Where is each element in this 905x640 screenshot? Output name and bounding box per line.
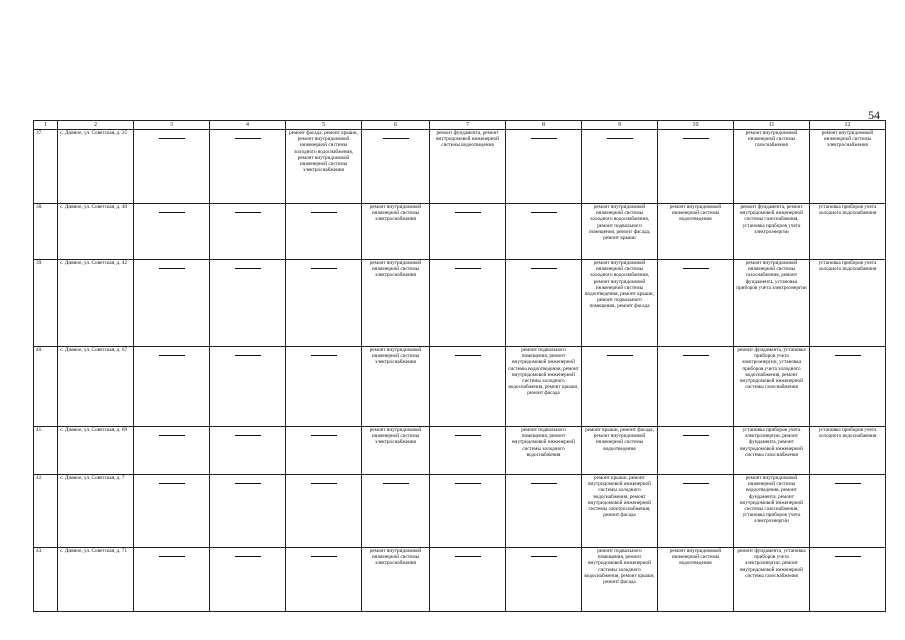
empty-dash-cell [134,475,210,548]
column-header: 9 [582,121,658,130]
repair-schedule-table [33,120,886,612]
empty-dash-cell [430,548,506,612]
empty-dash-cell [286,204,362,260]
dash-mark [159,355,185,356]
dash-mark [235,435,261,436]
empty-dash-cell [210,347,286,427]
empty-dash-cell [210,260,286,347]
row-number: 39. [34,260,58,347]
address-cell: с. Дивное, ул. Советская, д. 40 [58,204,134,260]
work-type-cell: ремонт фундамента, ремонт внутридомовой инженерной системы водоотведения [430,130,506,204]
empty-dash-cell [210,204,286,260]
empty-dash-cell [134,548,210,612]
work-type-cell: ремонт внутридомовой инженерной системы электроснабжения [362,204,430,260]
column-header: 5 [286,121,362,130]
empty-dash-cell [362,475,430,548]
dash-mark [683,483,709,484]
dash-mark [455,268,481,269]
dash-mark [531,483,557,484]
dash-mark [683,268,709,269]
column-header: 10 [658,121,734,130]
empty-dash-cell [582,347,658,427]
address-cell: с. Дивное, ул. Советская, д. 67 [58,347,134,427]
dash-mark [835,355,861,356]
work-type-cell: установка приборов учета холодного водоснабжения [810,260,886,347]
work-type-cell: ремонт подвального помещения, ремонт внутридомовой инженерной системы холодного водоснабжения [506,427,582,475]
empty-dash-cell [506,475,582,548]
dash-mark [235,556,261,557]
work-type-cell: ремонт крыши, ремонт фасада, ремонт внутридомовой инженерной системы водоотведения [582,427,658,475]
work-type-cell: ремонт внутридомовой инженерной системы холодного водоснабжения, ремонт подвального помещения, ремонт фасада, ремонт крыши [582,204,658,260]
work-type-cell: ремонт фундамента, установка приборов учета электроэнергии, ремонт внутридомовой инженерной системы газоснабжения [734,548,810,612]
empty-dash-cell [134,427,210,475]
empty-dash-cell [506,204,582,260]
empty-dash-cell [430,427,506,475]
work-type-cell: ремонт внутридомовой инженерной системы газоснабжения [734,130,810,204]
dash-mark [159,556,185,557]
empty-dash-cell [134,347,210,427]
empty-dash-cell [210,548,286,612]
dash-mark [455,556,481,557]
work-type-cell: ремонт внутридомовой инженерной системы газоснабжения, ремонт фундамента, установка приборов учета электроэнергии [734,260,810,347]
dash-mark [311,483,337,484]
dash-mark [835,483,861,484]
dash-mark [235,355,261,356]
dash-mark [607,355,633,356]
work-type-cell: ремонт внутридомовой инженерной системы холодного водоснабжения, ремонт внутридомовой инженерной системы водоотведения, ремонт крыши, ремонт подвального помещения, ремонт фасада [582,260,658,347]
dash-mark [159,138,185,139]
dash-mark [159,268,185,269]
dash-mark [311,355,337,356]
column-header: 3 [134,121,210,130]
empty-dash-cell [210,475,286,548]
empty-dash-cell [134,260,210,347]
empty-dash-cell [506,260,582,347]
column-header: 8 [506,121,582,130]
work-type-cell: ремонт внутридомовой инженерной системы водоотведения, ремонт фундамента, ремонт внутридомовой инженерной системы газоснабжения, установка приборов учета электроэнергии [734,475,810,548]
dash-mark [159,435,185,436]
empty-dash-cell [658,347,734,427]
work-type-cell: ремонт фундамента, ремонт внутридомовой инженерной системы газоснабжения, установка приборов учета электроэнергии [734,204,810,260]
table-row [34,347,886,427]
empty-dash-cell [810,347,886,427]
row-number: 43. [34,548,58,612]
dash-mark [383,138,409,139]
empty-dash-cell [134,130,210,204]
table-row [34,475,886,548]
dash-mark [683,138,709,139]
row-number: 38. [34,204,58,260]
empty-dash-cell [658,427,734,475]
dash-mark [311,435,337,436]
work-type-cell: ремонт внутридомовой инженерной системы электроснабжения [362,347,430,427]
work-type-cell: ремонт внутридомовой инженерной системы электроснабжения [810,130,886,204]
work-type-cell: ремонт подвального помещения, ремонт внутридомовой инженерной системы водоотведения, ремонт внутридомовой инженерной системы холодного водоснабжения, ремонт крыши, ремонт фасада [506,347,582,427]
dash-mark [159,483,185,484]
row-number: 42. [34,475,58,548]
row-number: 41. [34,427,58,475]
dash-mark [607,138,633,139]
table-row [34,204,886,260]
column-header: 1 [34,121,58,130]
empty-dash-cell [430,475,506,548]
empty-dash-cell [658,475,734,548]
empty-dash-cell [286,475,362,548]
empty-dash-cell [658,260,734,347]
dash-mark [455,355,481,356]
dash-mark [235,138,261,139]
dash-mark [311,556,337,557]
empty-dash-cell [430,347,506,427]
column-header: 2 [58,121,134,130]
dash-mark [455,212,481,213]
address-cell: с. Дивное, ул. Советская, д. 42 [58,260,134,347]
empty-dash-cell [810,548,886,612]
dash-mark [531,556,557,557]
empty-dash-cell [210,130,286,204]
table-row [34,427,886,475]
empty-dash-cell [362,130,430,204]
work-type-cell: ремонт внутридомовой инженерной системы водоотведения [658,204,734,260]
address-cell: с. Дивное, ул. Советская, д. 71 [58,548,134,612]
dash-mark [235,483,261,484]
address-cell: с. Дивное, ул. Советская, д. 7 [58,475,134,548]
work-type-cell: установка приборов учета холодного водоснабжения [810,427,886,475]
page-number: 54 [868,108,880,122]
column-header-row [34,121,886,130]
dash-mark [455,435,481,436]
empty-dash-cell [430,260,506,347]
work-type-cell: ремонт подвального помещения, ремонт внутридомовой инженерной системы холодного водоснабжения, ремонт крыши, ремонт фасада [582,548,658,612]
dash-mark [311,268,337,269]
table-row [34,260,886,347]
work-type-cell: ремонт внутридомовой инженерной системы водоотведения [658,548,734,612]
empty-dash-cell [286,427,362,475]
address-cell: с. Дивное, ул. Советская, д. 69 [58,427,134,475]
dash-mark [455,483,481,484]
empty-dash-cell [134,204,210,260]
work-type-cell: ремонт внутридомовой инженерной системы электроснабжения [362,260,430,347]
row-number: 37. [34,130,58,204]
address-cell: с. Дивное, ул. Советская, д. 25 [58,130,134,204]
work-type-cell: ремонт внутридомовой инженерной системы электроснабжения [362,427,430,475]
work-type-cell: ремонт внутридомовой инженерной системы электроснабжения [362,548,430,612]
column-header: 6 [362,121,430,130]
row-number: 40. [34,347,58,427]
empty-dash-cell [286,260,362,347]
column-header: 11 [734,121,810,130]
column-header: 4 [210,121,286,130]
dash-mark [235,212,261,213]
empty-dash-cell [286,548,362,612]
dash-mark [835,556,861,557]
dash-mark [683,355,709,356]
work-type-cell: ремонт фасада, ремонт крыши, ремонт внутридомовой инженерной системы холодного водоснабжения, ремонт внутридомовой инженерной системы электроснабжения [286,130,362,204]
column-header: 12 [810,121,886,130]
empty-dash-cell [506,130,582,204]
table-row [34,548,886,612]
work-type-cell: ремонт фундамента, установка приборов учета электроэнергии, установка приборов учета холодного водоснабжения, ремонт внутридомовой инженерной системы газоснабжения [734,347,810,427]
empty-dash-cell [506,548,582,612]
table-body [34,121,886,612]
dash-mark [235,268,261,269]
dash-mark [531,212,557,213]
work-type-cell: установка приборов учета электроэнергии, ремонт фундамента, ремонт внутридомовой инженерной системы газоснабжения [734,427,810,475]
empty-dash-cell [658,130,734,204]
empty-dash-cell [810,475,886,548]
dash-mark [383,483,409,484]
empty-dash-cell [286,347,362,427]
column-header: 7 [430,121,506,130]
dash-mark [159,212,185,213]
table-row [34,130,886,204]
dash-mark [531,138,557,139]
dash-mark [531,268,557,269]
dash-mark [683,435,709,436]
dash-mark [311,212,337,213]
work-type-cell: установка приборов учета холодного водоснабжения [810,204,886,260]
empty-dash-cell [210,427,286,475]
empty-dash-cell [430,204,506,260]
empty-dash-cell [582,130,658,204]
work-type-cell: ремонт крыши, ремонт внутридомовой инженерной системы холодного водоснабжения, ремонт внутридомовой инженерной системы электроснабжения, ремонт фасада [582,475,658,548]
